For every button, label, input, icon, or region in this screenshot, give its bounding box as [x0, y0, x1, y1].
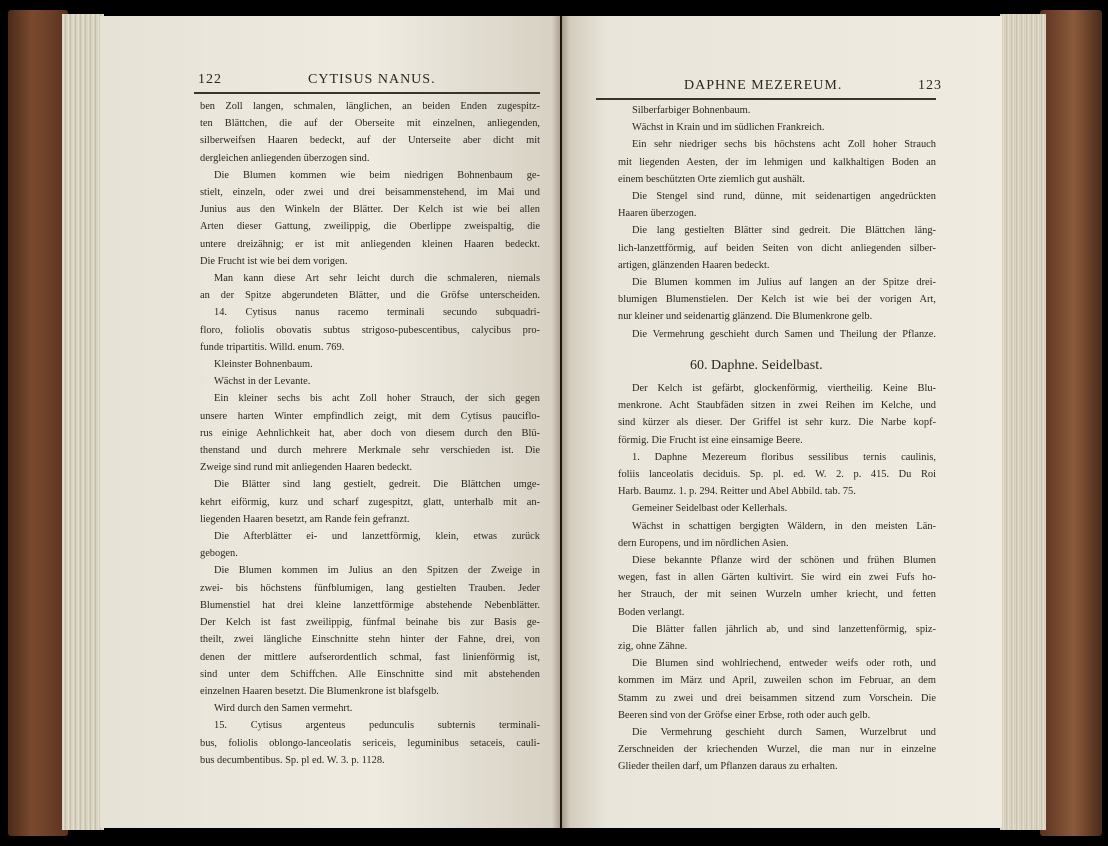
text-line: Haaren überzogen.	[618, 208, 697, 220]
header-rule	[194, 92, 540, 94]
text-line: Zweige sind rund mit anliegenden Haaren bedeckt.	[200, 462, 413, 474]
text-line: Die Blumen kommen im Julius auf langen an der Spitze drei-	[632, 277, 936, 289]
text-line: Wächst in Krain und im südlichen Frankreich.	[632, 122, 825, 134]
text-line: theilt, zwei längliche Einschnitte stehn hinter der Fahne, drei, von	[200, 634, 540, 646]
running-head: CYTISUS NANUS.	[308, 72, 436, 87]
text-line: mit liegenden Aesten, der im lehmigen und kalkhaltigen Boden an	[618, 156, 936, 168]
page-edges-left	[62, 14, 104, 830]
text-line: funde tripartitis. Willd. enum. 769.	[200, 341, 345, 353]
text-line: Die Vermehrung geschieht durch Samen, Wurzelbrut und	[632, 727, 936, 739]
text-line: Die Blumen kommen wie beim niedrigen Bohnenbaum ge-	[214, 169, 540, 181]
text-line: rus einige Aehnlichkeit hat, aber doch von diesem durch den Blü-	[200, 427, 540, 439]
book-cover-right	[1040, 10, 1102, 836]
text-line: lich-lanzettförmig, auf beiden Seiten von dicht anliegenden silber-	[618, 242, 936, 254]
text-line: liegenden Haaren besetzt, am Rande fein gefranzt.	[200, 513, 410, 525]
text-line: Zerschneiden der kriechenden Wurzel, die man nur in einzelne	[618, 744, 936, 756]
text-line: Silberfarbiger Bohnenbaum.	[632, 105, 751, 116]
text-line: einem beschützten Orte ziemlich gut aushält.	[618, 173, 805, 185]
right-body-text-bottom	[618, 380, 936, 776]
text-line: Ein sehr niedriger sechs bis höchstens acht Zoll hoher Strauch	[632, 139, 936, 151]
text-line: zig, ohne Zähne.	[618, 641, 688, 653]
text-line: Gemeiner Seidelbast oder Kellerhals.	[632, 503, 788, 515]
text-line: floro, foliolis obovatis subtus strigoso-pubescentibus, calycibus pro-	[200, 324, 540, 336]
text-line: sind unter dem Schiffchen. Alle Einschnitte sind mit abstehenden	[200, 668, 540, 680]
text-line: dergleichen anliegenden überzogen sind.	[200, 152, 370, 164]
text-line: Beeren sind von der Gröfse einer Erbse, roth oder auch gelb.	[618, 709, 871, 721]
text-line: sind kürzer als dieser. Der Griffel ist sehr kurz. Die Narbe kopf-	[618, 417, 936, 429]
text-line: dern Europens, und im nördlichen Asien.	[618, 537, 789, 549]
text-line: her Strauch, der mit seinen Wurzeln umher kriecht, und fetten	[618, 589, 936, 601]
header-rule	[596, 98, 936, 100]
text-line: Die Frucht ist wie bei dem vorigen.	[200, 255, 348, 267]
text-line: Wächst in schattigen bergigten Wäldern, in den meisten Län-	[632, 520, 936, 532]
text-line: 14. Cytisus nanus racemo terminali secundo subquadri-	[214, 307, 540, 319]
section-heading: 60. Daphne. Seidelbast.	[690, 358, 823, 373]
text-line: Die Afterblätter ei- und lanzettförmig, klein, etwas zurück	[214, 531, 540, 543]
text-line: Glieder theilen darf, um Pflanzen daraus zu erhalten.	[618, 761, 838, 773]
text-line: Ein kleiner sechs bis acht Zoll hoher Strauch, der sich gegen	[214, 393, 540, 405]
text-line: Boden verlangt.	[618, 606, 685, 618]
text-line: Arten dieser Gattung, zweilippig, die Oberlippe zweispaltig, die	[200, 221, 540, 233]
text-line: nur kleiner und seidenartig glänzend. Die Blumenkrone gelb.	[618, 311, 873, 323]
text-line: Stamm zu zwei und drei beisammen sitzend zum Vorschein. Die	[618, 692, 936, 704]
text-line: foliis lanceolatis deciduis. Sp. pl. ed. W. 2. p. 415. Du Roi	[618, 469, 936, 481]
text-line: thenstand und durch mehrere Merkmale sehr verschieden ist. Die	[200, 445, 540, 457]
book-gutter	[552, 16, 570, 828]
text-line: Kleinster Bohnenbaum.	[214, 359, 313, 371]
text-line: kommen im März und April, zuweilen schon im Februar, an dem	[618, 675, 936, 687]
text-line: bus decumbentibus. Sp. pl ed. W. 3. p. 1128.	[200, 754, 385, 766]
text-line: ten Blättchen, die auf der Oberseite mit einzelnen, anliegenden,	[200, 118, 540, 130]
right-page	[562, 16, 1002, 828]
text-line: zwei- bis höchstens fünfblumigen, lang gestielten Trauben. Jeder	[200, 582, 540, 594]
text-line: unsere harten Winter empfindlich zeigt, mit dem Cytisus pauciflo-	[200, 410, 540, 422]
text-line: 1. Daphne Mezereum floribus sessilibus ternis caulinis,	[632, 451, 936, 463]
text-line: artigen, glänzenden Haaren bedeckt.	[618, 259, 770, 271]
text-line: an der Spitze abgerundeten Blätter, und die Gröfse unterscheiden.	[200, 290, 540, 302]
text-line: ben Zoll langen, schmalen, länglichen, an beiden Enden zugespitz-	[200, 101, 540, 112]
text-line: 15. Cytisus argenteus pedunculis subternis terminali-	[214, 720, 540, 732]
text-line: stielt, einzeln, oder zwei und drei beisammenstehend, im Mai und	[200, 187, 540, 199]
text-line: Die Blätter fallen jährlich ab, und sind lanzettenförmig, spiz-	[632, 623, 936, 635]
text-line: Junius aus den Winkeln der Blätter. Der Kelch ist wie bei allen	[200, 204, 540, 216]
text-line: Die Stengel sind rund, dünne, mit seidenartigen angedrückten	[632, 191, 936, 203]
text-line: Die Blumen sind wohlriechend, entweder weifs oder roth, und	[632, 658, 936, 670]
left-page	[100, 16, 560, 828]
book-cover-left	[8, 10, 68, 836]
text-line: kehrt eiförmig, kurz und scharf zugespitzt, glatt, unterhalb mit an-	[200, 496, 540, 508]
text-line: menkrone. Acht Staubfäden sitzen in zwei Reihen im Kelche, und	[618, 400, 936, 412]
running-head: DAPHNE MEZEREUM.	[684, 78, 843, 93]
text-line: Blumenstiel hat drei kleine lanzettförmige abstehende Nebenblätter.	[200, 599, 540, 611]
text-line: Die Blumen kommen im Julius an den Spitzen der Zweige in	[214, 565, 540, 577]
text-line: Diese bekannte Pflanze wird der schönen und frühen Blumen	[632, 555, 936, 567]
page-edges-right	[1000, 14, 1046, 830]
text-line: Die Blätter sind lang gestielt, gedreit. Die Blättchen umge-	[214, 479, 540, 491]
text-line: Wird durch den Samen vermehrt.	[214, 703, 353, 715]
text-line: Die Vermehrung geschieht durch Samen und Theilung der Pflanze.	[632, 328, 936, 340]
text-line: bus, foliolis oblongo-lanceolatis sericeis, leguminibus setaceis, cauli-	[200, 737, 540, 749]
text-line: einzelnen Haaren besetzt. Die Blumenkrone ist blafsgelb.	[200, 685, 439, 697]
text-line: blumigen Blumenstielen. Der Kelch ist wie bei der vorigen Art,	[618, 294, 936, 306]
right-body-text-top	[618, 102, 936, 343]
text-line: Wächst in der Levante.	[214, 376, 311, 388]
text-line: förmig. Die Frucht ist eine einsamige Beere.	[618, 434, 803, 446]
left-body-text	[200, 98, 540, 769]
text-line: denen der mittlere aufserordentlich schmal, fast linienförmig ist,	[200, 651, 540, 663]
text-line: untere dreizähnig; er ist mit anliegenden kleinen Haaren bedeckt.	[200, 238, 540, 250]
text-line: Die lang gestielten Blätter sind gedreit. Die Blättchen läng-	[632, 225, 936, 237]
text-line: Man kann diese Art sehr leicht durch die schmaleren, niemals	[214, 273, 540, 285]
text-line: wegen, fast in allen Gärten kultivirt. Sie wird ein zwei Fufs ho-	[618, 572, 936, 584]
text-line: silberweifsen Haaren bedeckt, auf der Unterseite aber dicht mit	[200, 135, 540, 147]
page-number: 123	[918, 78, 942, 93]
text-line: gebogen.	[200, 548, 238, 560]
text-line: Der Kelch ist fast zweilippig, fünfmal beinahe bis zur Basis ge-	[200, 617, 540, 629]
text-line: Harb. Baumz. 1. p. 294. Reitter und Abel Abbild. tab. 75.	[618, 486, 856, 498]
text-line: Der Kelch ist gefärbt, glockenförmig, viertheilig. Keine Blu-	[632, 383, 936, 394]
page-number: 122	[198, 72, 222, 87]
